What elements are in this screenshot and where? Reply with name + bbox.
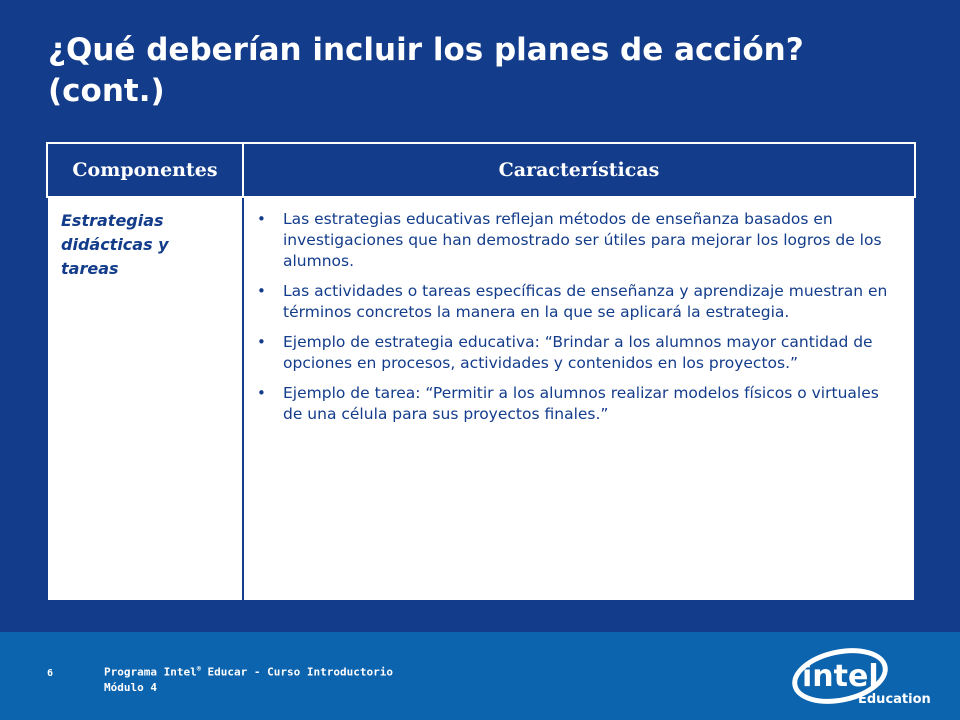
column-header-components: Componentes bbox=[47, 143, 243, 197]
program-name bbox=[104, 662, 393, 680]
list-item bbox=[257, 209, 903, 272]
program-name-suffix: Educar - Curso Introductorio bbox=[200, 665, 393, 679]
table-row bbox=[47, 197, 915, 601]
logo-wordmark: intel bbox=[802, 659, 879, 694]
bullet-icon: • bbox=[257, 210, 266, 228]
content-table bbox=[46, 142, 914, 602]
table-header-row bbox=[47, 143, 915, 197]
column-header-characteristics: Características bbox=[243, 143, 915, 197]
list-item bbox=[257, 332, 903, 374]
component-cell bbox=[47, 197, 243, 601]
list-item-text: Ejemplo de tarea: “Permitir a los alumnos realizar modelos físicos o virtuales de una célula para sus proyectos finales.” bbox=[283, 384, 879, 423]
bullet-icon: • bbox=[257, 384, 266, 402]
list-item bbox=[257, 281, 903, 323]
characteristics-cell bbox=[243, 197, 915, 601]
footer-bar bbox=[0, 632, 960, 720]
page-number: 6 bbox=[47, 668, 54, 679]
characteristics-list bbox=[245, 199, 913, 425]
component-label: Estrategias didácticas y tareas bbox=[61, 211, 169, 278]
logo-education-label: Education bbox=[858, 692, 931, 707]
list-item-text: Las actividades o tareas específicas de enseñanza y aprendizaje muestran en términos concretos la manera en la que se aplicará la estrategia. bbox=[283, 282, 888, 321]
list-item bbox=[257, 383, 903, 425]
slide-title: ¿Qué deberían incluir los planes de acción? (cont.) bbox=[48, 32, 804, 109]
bullet-icon: • bbox=[257, 282, 266, 300]
module-label: Módulo 4 bbox=[104, 680, 157, 694]
bullet-icon: • bbox=[257, 333, 266, 351]
registered-mark: ® bbox=[196, 665, 201, 673]
list-item-text: Ejemplo de estrategia educativa: “Brindar a los alumnos mayor cantidad de opciones en procesos, actividades y contenidos en los proyectos.” bbox=[283, 333, 873, 372]
list-item-text: Las estrategias educativas reflejan métodos de enseñanza basados en investigaciones que han demostrado ser útiles para mejorar los logros de los alumnos. bbox=[283, 210, 882, 270]
program-name-part: Programa Intel bbox=[104, 665, 197, 679]
footer-caption bbox=[104, 662, 393, 695]
